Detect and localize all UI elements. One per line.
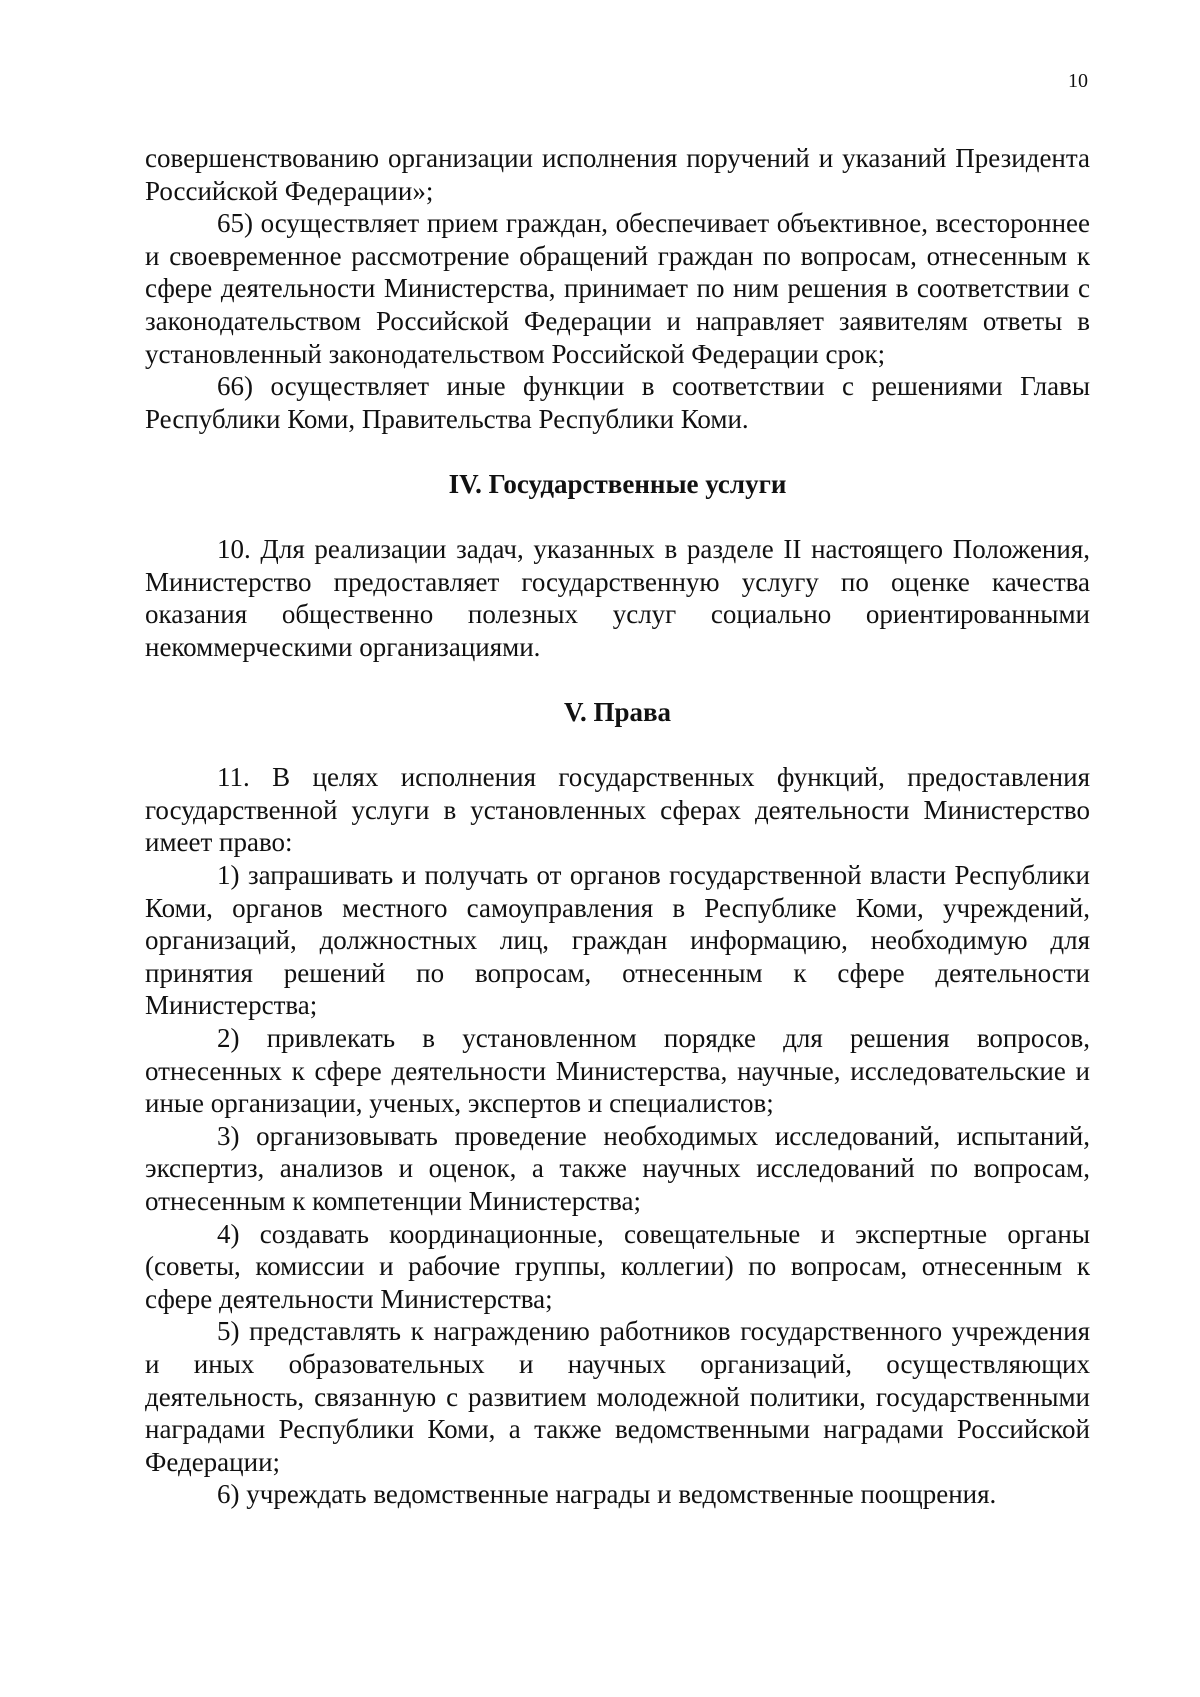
paragraph-item-66: 66) осуществляет иные функции в соответствии с решениями Главы Республики Коми, Правительства Республики Коми.	[145, 371, 1090, 434]
rights-item-1: 1) запрашивать и получать от органов государственной власти Республики Коми, органов местного самоуправления в Республике Коми, учреждений, организаций, должностных лиц, граждан информацию, необходимую для принятия решений по вопросам, отнесенным к сфере деятельности Министерства;	[145, 860, 1090, 1021]
paragraph-item-65: 65) осуществляет прием граждан, обеспечивает объективное, всестороннее и своевременное рассмотрение обращений граждан по вопросам, отнесенным к сфере деятельности Министерства, принимает по ним решения в соответствии с законодательством Российской Федерации и направляет заявителям ответы в установленный законодательством Российской Федерации срок;	[145, 208, 1090, 369]
paragraph-10: 10. Для реализации задач, указанных в разделе II настоящего Положения, Министерство предоставляет государственную услугу по оценке качества оказания общественно полезных услуг социально ориентированными некоммерческими организациями.	[145, 534, 1090, 662]
document-body	[145, 142, 1090, 1511]
section-heading-v: V. Права	[563, 697, 672, 728]
rights-item-5: 5) представлять к награждению работников государственного учреждения и иных образовательных и научных организаций, осуществляющих деятельность, связанную с развитием молодежной политики, государственными наградами Республики Коми, а также ведомственными наградами Российской Федерации;	[145, 1316, 1090, 1477]
page-number: 10	[1068, 70, 1088, 92]
rights-item-2: 2) привлекать в установленном порядке для решения вопросов, отнесенных к сфере деятельности Министерства, научные, исследовательские и иные организации, ученых, экспертов и специалистов;	[145, 1023, 1090, 1119]
rights-item-4: 4) создавать координационные, совещательные и экспертные органы (советы, комиссии и рабочие группы, коллегии) по вопросам, отнесенным к сфере деятельности Министерства;	[145, 1218, 1090, 1314]
rights-item-6: 6) учреждать ведомственные награды и ведомственные поощрения.	[217, 1479, 997, 1510]
section-heading-iv: IV. Государственные услуги	[448, 468, 787, 499]
paragraph-continuation: совершенствованию организации исполнения поручений и указаний Президента Российской Федерации»;	[145, 143, 1090, 206]
paragraph-11: 11. В целях исполнения государственных функций, предоставления государственной услуги в установленных сферах деятельности Министерство имеет право:	[145, 762, 1090, 858]
rights-item-3: 3) организовывать проведение необходимых исследований, испытаний, экспертиз, анализов и оценок, а также научных исследований по вопросам, отнесенным к компетенции Министерства;	[145, 1120, 1090, 1216]
